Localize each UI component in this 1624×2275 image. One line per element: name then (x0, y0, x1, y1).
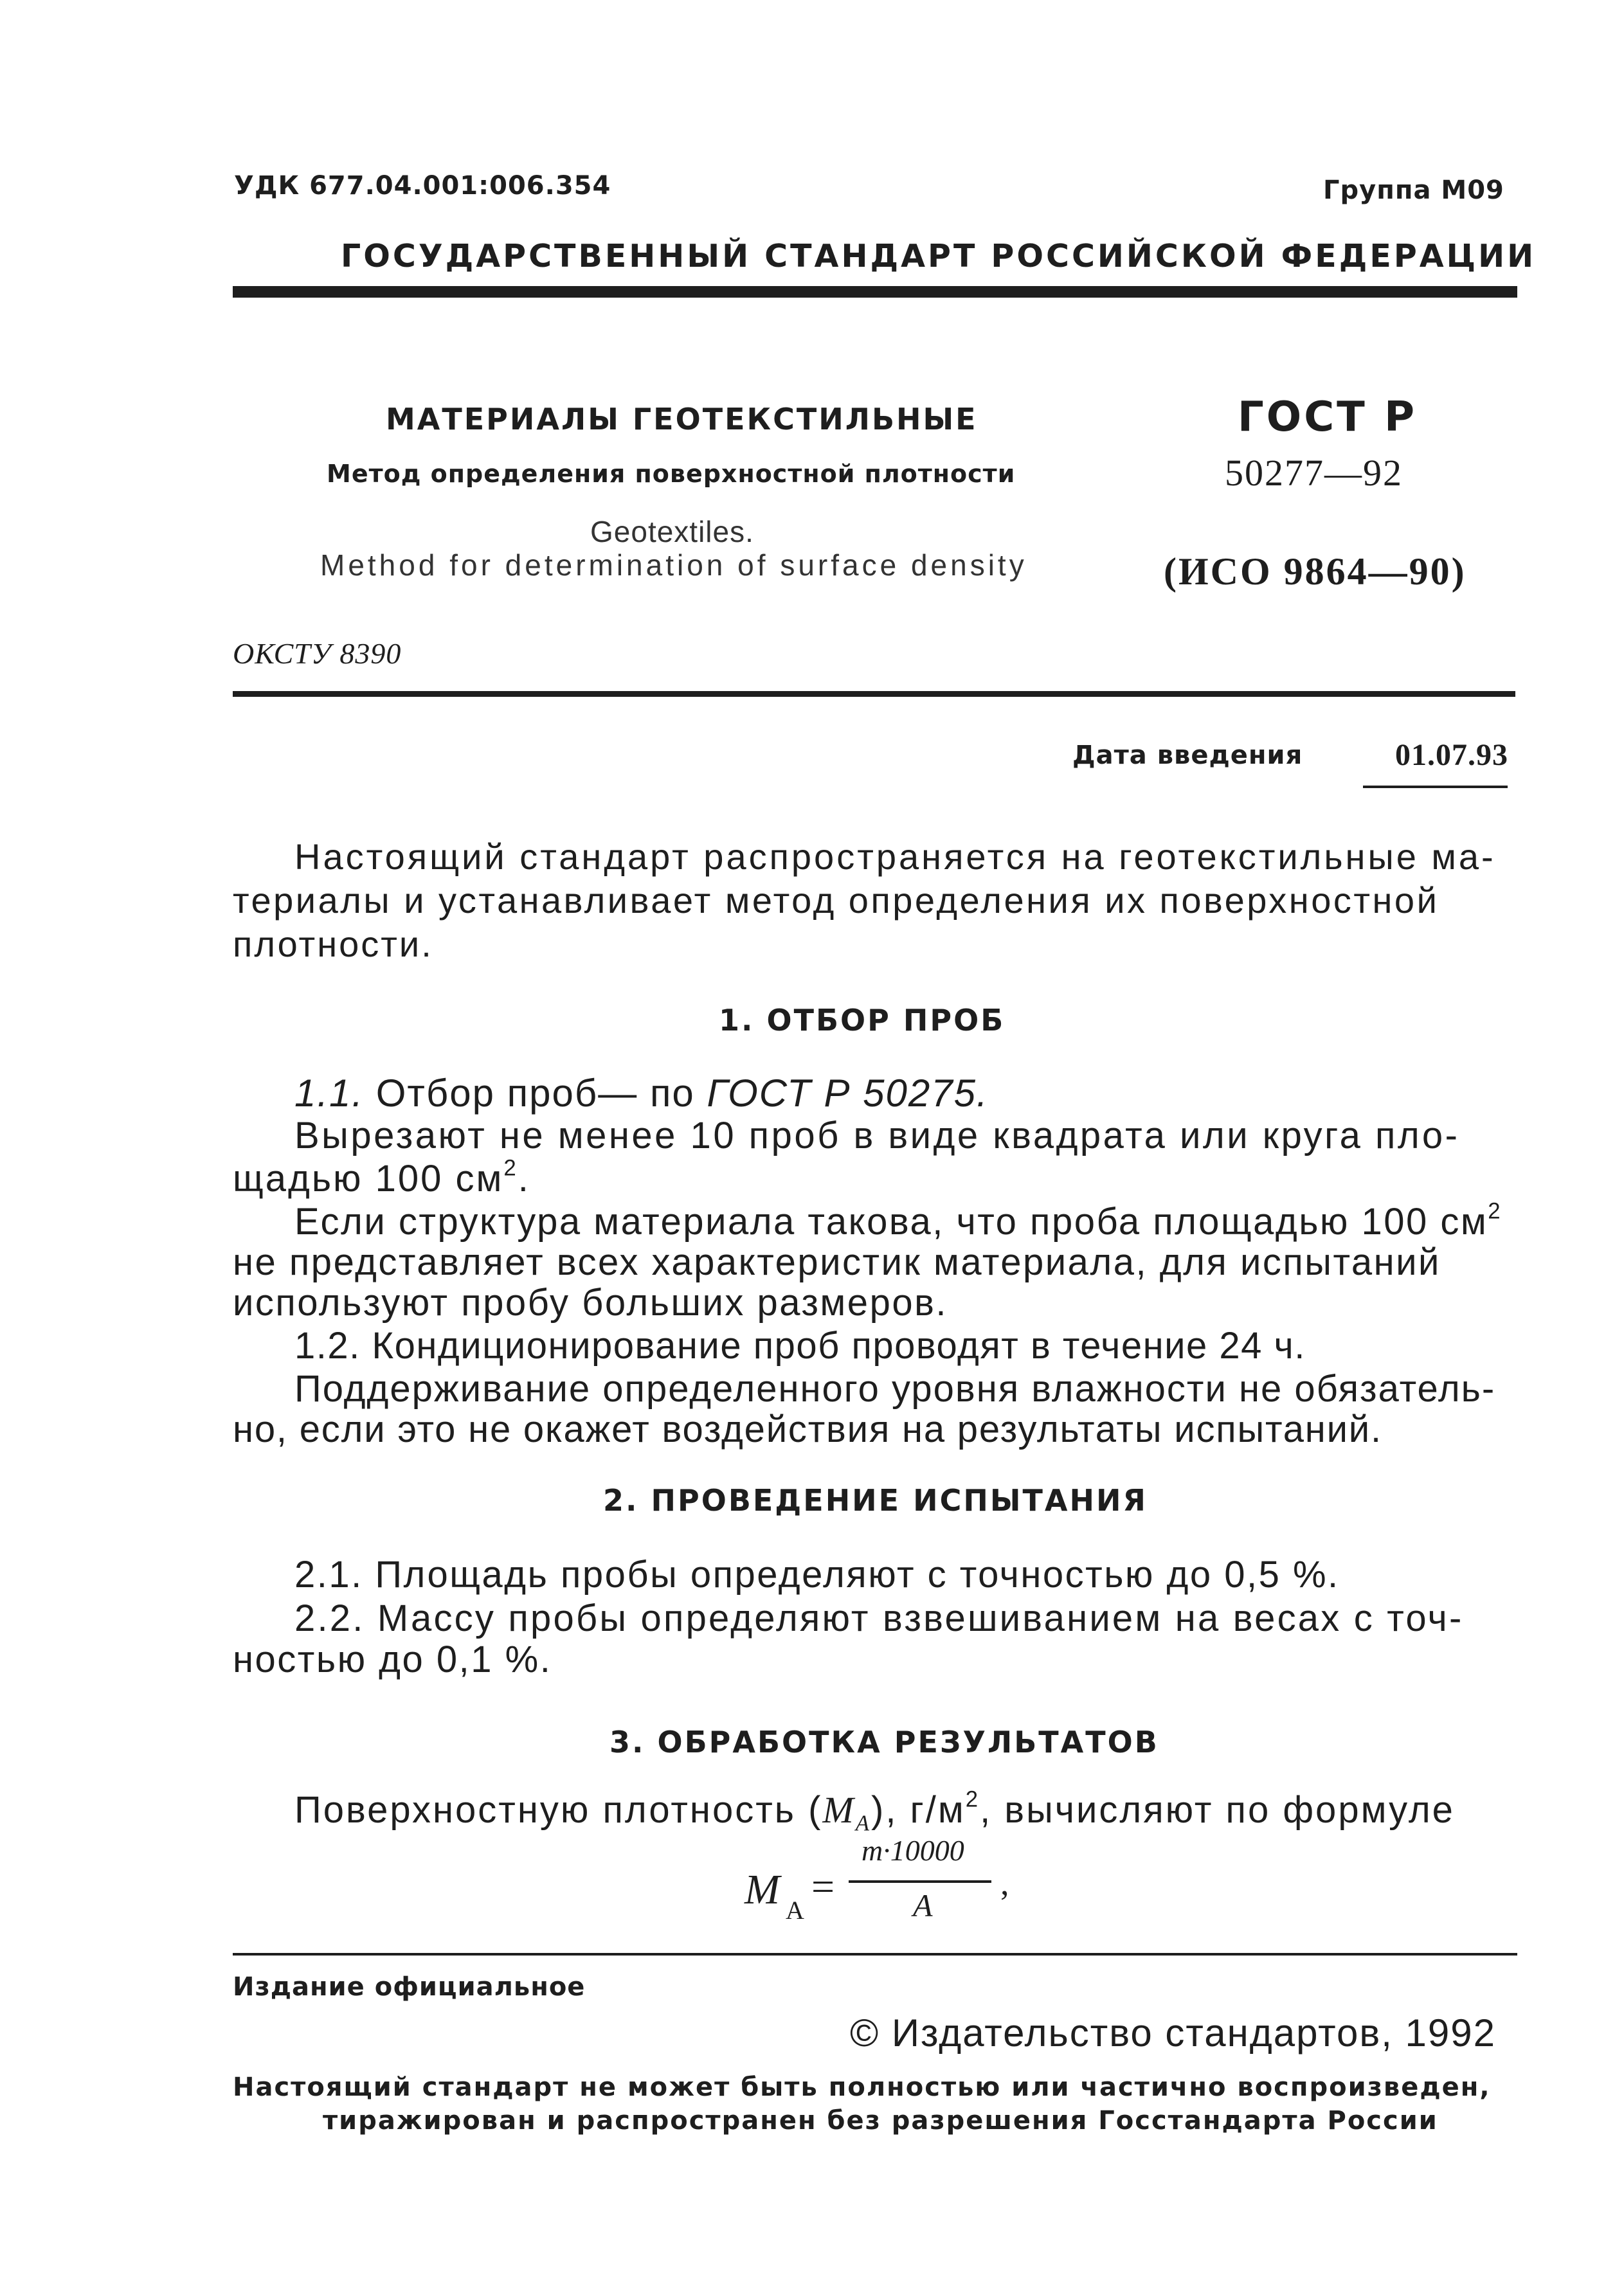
intro-date-value: 01.07.93 (1395, 738, 1508, 772)
s1-p3-line-3: используют пробу больших размеров. (233, 1282, 948, 1324)
official-edition-label: Издание официальное (233, 1972, 586, 2002)
copyright-notice: © Издательство стандартов, 1992 (850, 2011, 1497, 2055)
iso-reference: (ИСО 9864—90) (1164, 550, 1466, 593)
title-block-rule (233, 691, 1515, 697)
formula-equals: = (811, 1864, 835, 1909)
formula-denominator: A (913, 1887, 933, 1923)
gost-number: 50277—92 (1225, 452, 1403, 494)
section-2-heading: 2. ПРОВЕДЕНИЕ ИСПЫТАНИЯ (603, 1483, 1148, 1518)
intro-line-1: Настоящий стандарт распространяется на геотекстильные ма- (294, 836, 1496, 877)
section-3-heading: 3. ОБРАБОТКА РЕЗУЛЬТАТОВ (609, 1725, 1159, 1759)
s1-p1-text: Отбор проб— по (375, 1072, 695, 1115)
formula-lhs: M (744, 1866, 780, 1913)
reproduction-notice-line-1: Настоящий стандарт не может быть полностью или частично воспроизведен, (233, 2073, 1491, 2102)
s1-p1 (294, 1071, 989, 1115)
s2-p1: 2.1. Площадь пробы определяют с точностью до 0,5 %. (294, 1554, 1340, 1596)
s1-p1-prefix-num: 1.1. (294, 1072, 365, 1115)
footer-rule (233, 1953, 1517, 1956)
s1-p5-line-2: но, если это не окажет воздействия на результаты испытаний. (233, 1408, 1382, 1450)
s1-p2-line-1: Вырезают не менее 10 проб в виде квадрата или круга пло- (294, 1115, 1460, 1156)
english-title-line-2: Method for determination of surface density (320, 548, 1027, 582)
s1-p2-line-2: щадью 100 $см^2$. (233, 1155, 530, 1200)
s1-p4: 1.2. Кондиционирование проб проводят в течение 24 ч. (294, 1325, 1306, 1367)
group-code: Группа М09 (1323, 175, 1504, 205)
udk-code: УДК 677.04.001:006.354 (234, 171, 611, 201)
gost-label: ГОСТ Р (1238, 393, 1417, 441)
formula-fraction-bar (849, 1880, 991, 1883)
s3-p1: Поверхностную плотность $(M_A)$, $г/м^2$, вычисляют по формуле (294, 1786, 1455, 1836)
s1-p3-line-1: Если структура материала такова, что проба площадью 100 $см^2$ (294, 1198, 1502, 1243)
document-title: МАТЕРИАЛЫ ГЕОТЕКСТИЛЬНЫЕ (386, 402, 978, 436)
s1-p5-line-1: Поддерживание определенного уровня влажности не обязатель- (294, 1368, 1496, 1410)
intro-date-underline (1363, 786, 1508, 788)
section-1-heading: 1. ОТБОР ПРОБ (719, 1003, 1006, 1038)
s1-p1-gost-reference: ГОСТ Р 50275. (707, 1072, 989, 1115)
s1-p3-line-2: не представляет всех характеристик материала, для испытаний (233, 1241, 1441, 1283)
intro-date-label: Дата введения (1072, 741, 1303, 770)
document-subtitle: Метод определения поверхностной плотности (327, 460, 1016, 488)
okstu-code: ОКСТУ 8390 (233, 637, 402, 670)
intro-line-3: плотности. (233, 924, 433, 964)
s2-p2-line-1: 2.2. Массу пробы определяют взвешиванием на весах с точ- (294, 1597, 1464, 1639)
english-title-line-1: Geotextiles. (590, 515, 754, 548)
intro-line-2: териалы и устанавливает метод определения их поверхностной (233, 880, 1439, 921)
formula-lhs-subscript: A (786, 1896, 804, 1925)
s2-p2-line-2: ностью до 0,1 %. (233, 1639, 552, 1680)
formula-comma: , (1000, 1864, 1009, 1902)
header-rule-thick (233, 286, 1517, 298)
reproduction-notice-line-2: тиражирован и распространен без разрешения Госстандарта России (323, 2106, 1438, 2136)
formula-numerator: m·10000 (862, 1834, 964, 1867)
state-standard-heading: ГОСУДАРСТВЕННЫЙ СТАНДАРТ РОССИЙСКОЙ ФЕДЕРАЦИИ (341, 238, 1537, 274)
